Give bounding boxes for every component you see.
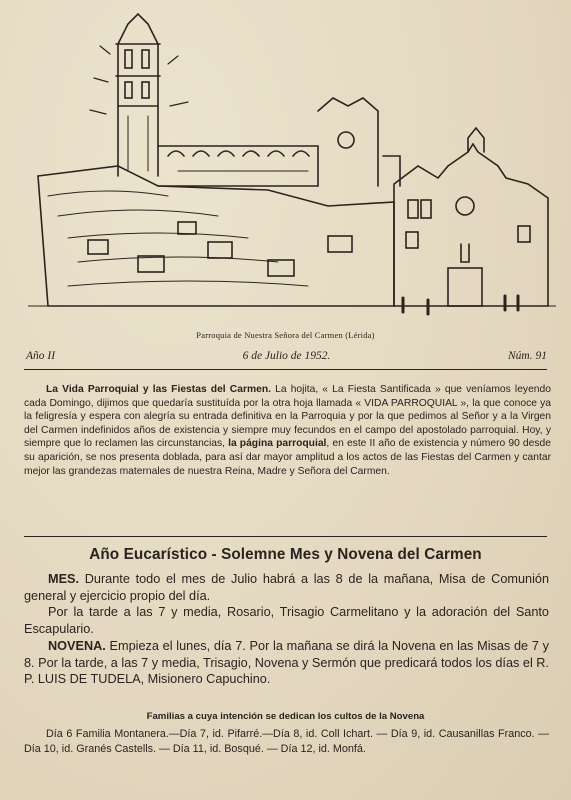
illustration-caption: Parroquia de Nuestra Señora del Carmen (Lérida) [196, 330, 375, 340]
issue-number: Núm. 91 [508, 350, 547, 362]
novena-paragraph [24, 638, 549, 688]
issue-date: 6 de Julio de 1952. [242, 350, 331, 362]
tarde-paragraph: Por la tarde a las 7 y media, Rosario, Trisagio Carmelitano y la adoración del Santo Escapulario. [24, 605, 549, 637]
intro-text-2: , en este II año de existencia y número 90 desde su aparición, se nos presenta doblada, para así dar mayor amplitud a los actos de las Fiestas del Carmen y cantar mejor las grandezas maternales de nuestra Reina, Madre y Señora del Carmen. [24, 438, 551, 477]
families-list: Día 6 Familia Montanera.—Día 7, id. Pifarré.—Día 8, id. Coll Ichart. — Día 9, id. Causanillas Franco. — Día 10, id. Granés Castells. — Día 11, id. Bosqué. — Día 12, id. Monfá. [24, 728, 549, 755]
novena-text: Empieza el lunes, día 7. Por la mañana se dirá la Novena en las Misas de 7 y 8. Por la tarde, a las 7 y media, Trisagio, Novena y Sermón que predicará todos los días el R. P. LUIS DE TUDELA, Misionero Capuchino. [24, 638, 549, 687]
intro-lead: La Vida Parroquial y las Fiestas del Carmen. [46, 384, 271, 395]
mes-label: MES. [48, 572, 80, 586]
mes-text: Durante todo el mes de Julio habrá a las 8 de la mañana, Misa de Comunión general y ejercicio propio del día. [24, 572, 549, 603]
section-heading: Año Eucarístico - Solemne Mes y Novena del Carmen [89, 546, 482, 563]
church-illustration [28, 6, 556, 332]
section-rule [24, 536, 547, 537]
families-title: Familias a cuya intención se dedican los cultos de la Novena [146, 711, 425, 722]
issue-year: Año II [26, 350, 56, 362]
intro-text-1: La hojita, « La Fiesta Santificada » que veníamos leyendo cada Domingo, dijimos que quedaría sustituída por la otra hoja llamada « VIDA PARROQUIAL », la que conoce ya la feligresía y espera con alegría su entrada definitiva en la Parroquia y por la que pedimos al Señor y a la Virgen del Carmen indefinidos años de existencia y siempre muy fecundos en el campo del apostolado parroquial. Hoy, y siempre que lo reclamen las circunstancias, [24, 384, 551, 450]
masthead [26, 350, 547, 366]
mes-paragraph [24, 571, 549, 604]
intro-bold: la página parroquial [228, 438, 327, 450]
intro-paragraph [24, 383, 551, 478]
masthead-rule [24, 369, 547, 370]
novena-label: NOVENA. [48, 638, 106, 653]
section-body [24, 571, 549, 688]
